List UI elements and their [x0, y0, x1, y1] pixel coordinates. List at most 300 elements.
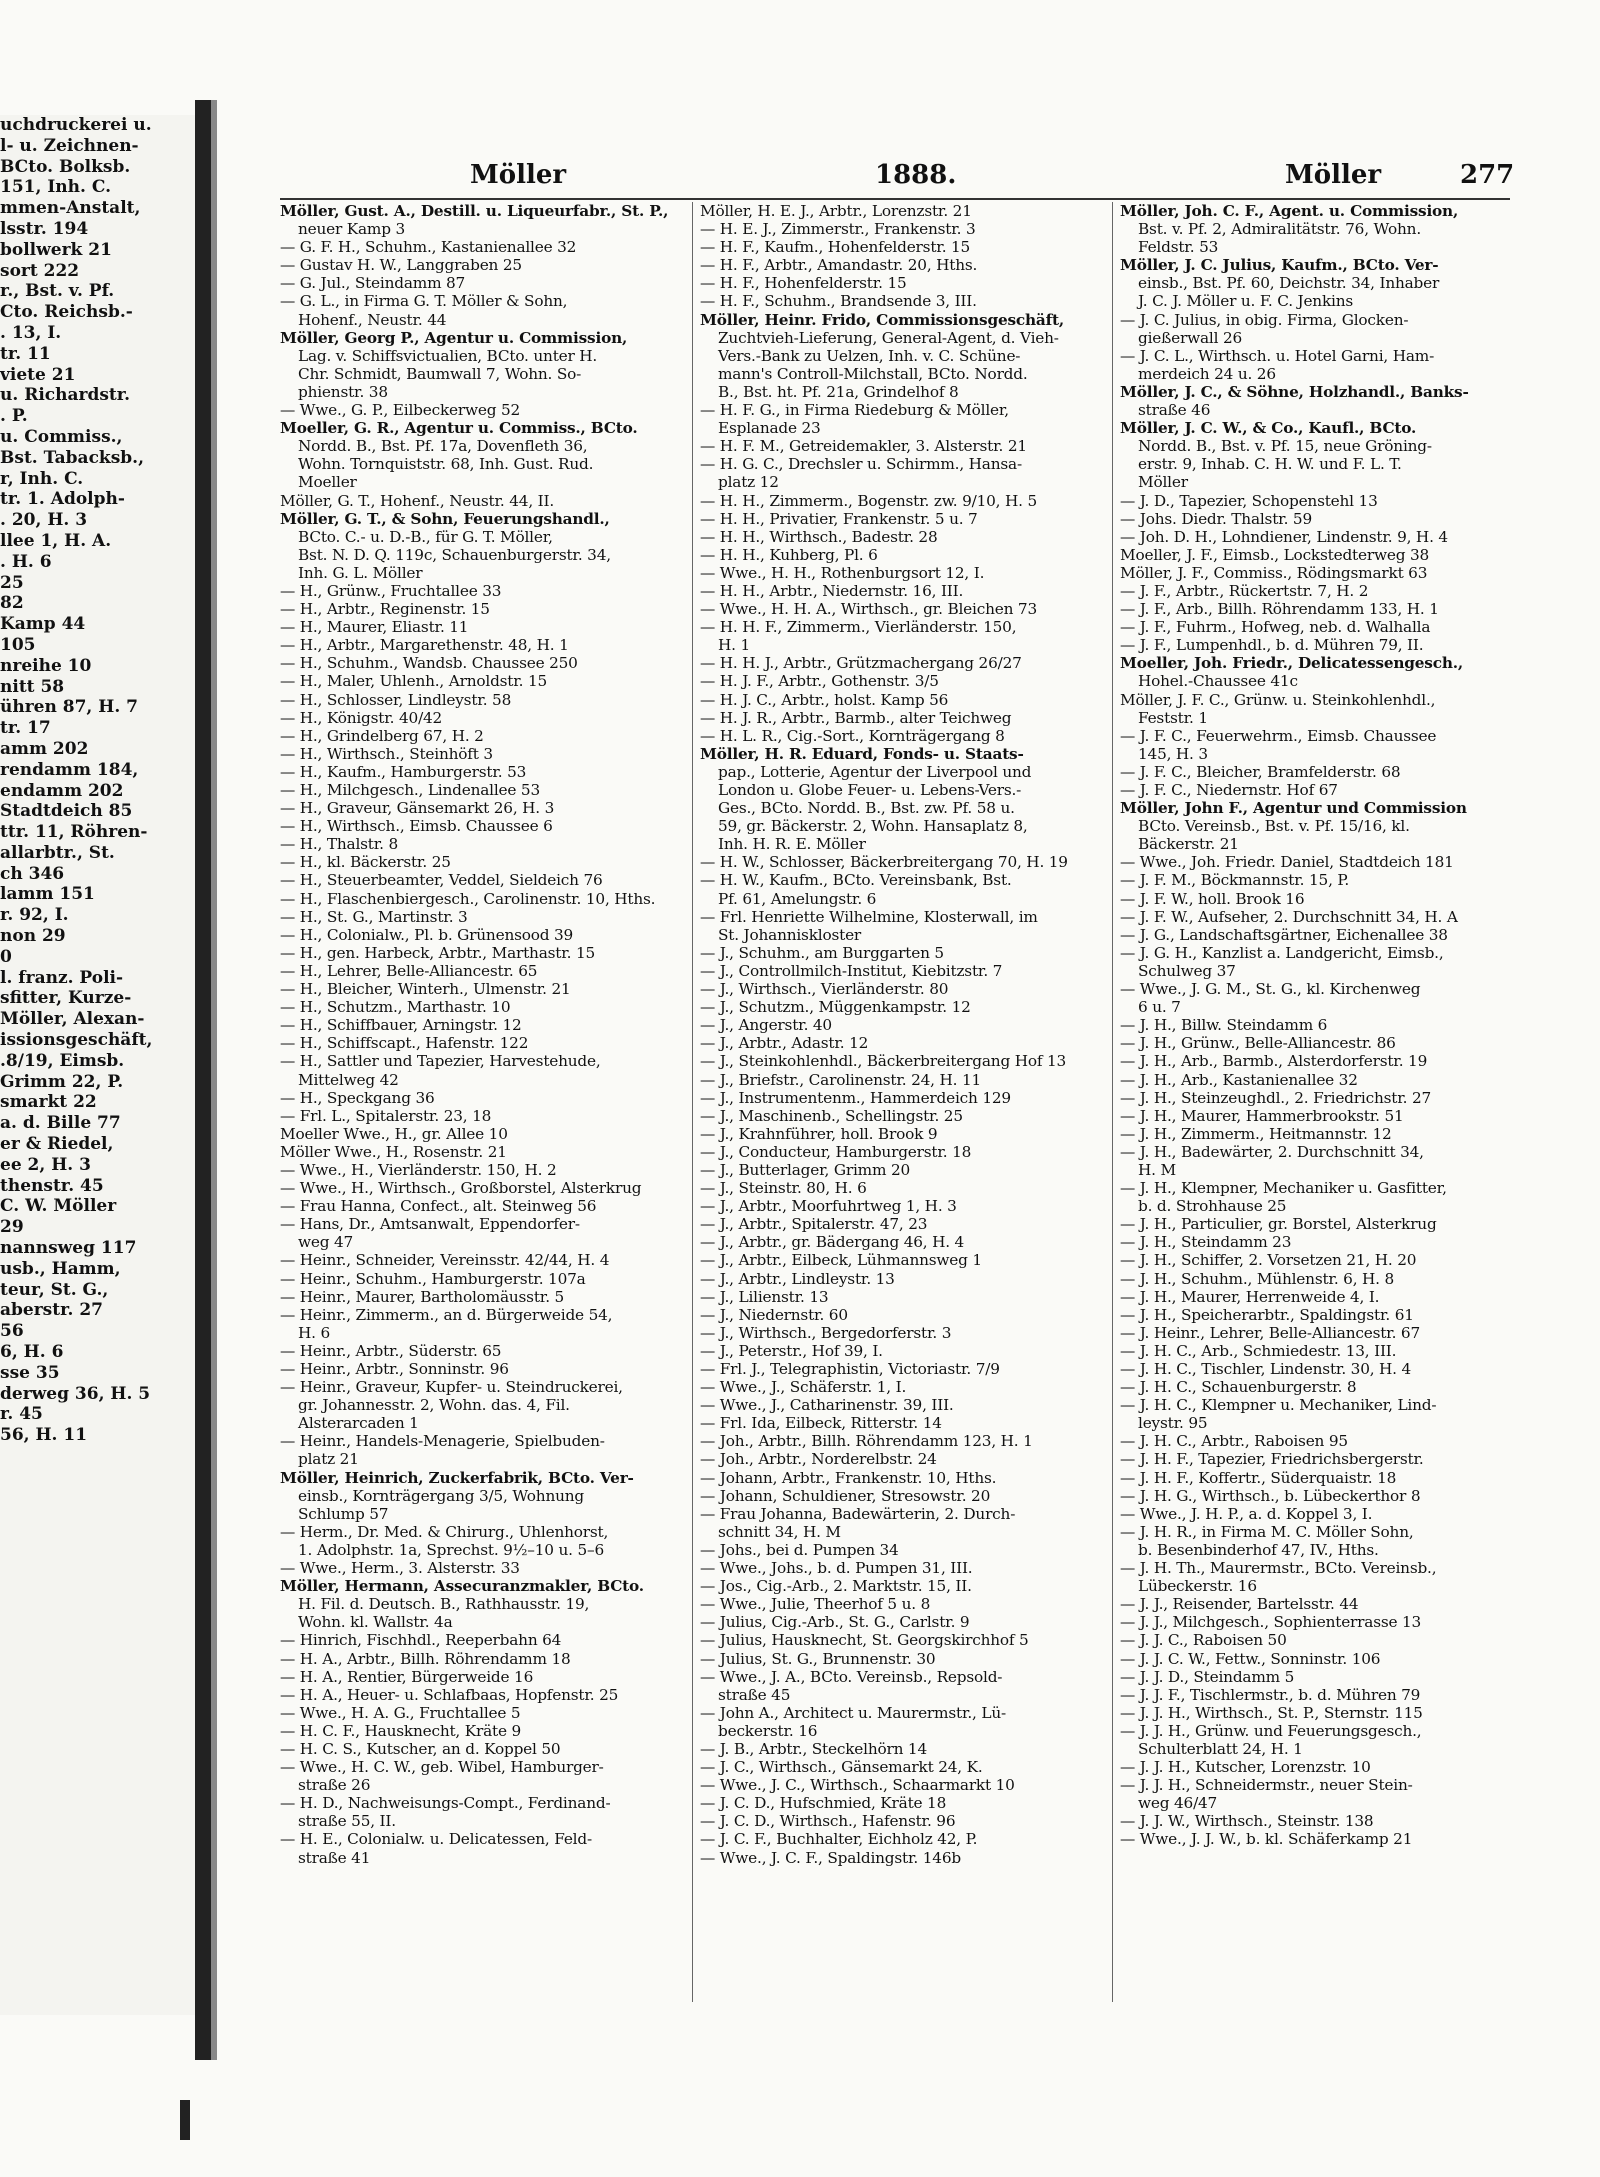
prev-page-line: ühren 87, H. 7: [0, 697, 138, 718]
directory-entry-line: — H., Schiffbauer, Arningstr. 12: [280, 1016, 522, 1035]
column-divider-2: [1112, 202, 1113, 2002]
directory-entry-line: — J., Peterstr., Hof 39, I.: [700, 1341, 883, 1360]
directory-entry-line: — Heinr., Arbtr., Süderstr. 65: [280, 1341, 502, 1360]
directory-entry-line: phienstr. 38: [298, 382, 388, 401]
prev-page-line: u. Richardstr.: [0, 385, 131, 406]
directory-entry-line: weg 46/47: [1138, 1794, 1218, 1813]
directory-entry-line: — H., Sattler und Tapezier, Harvestehude,: [280, 1052, 601, 1071]
prev-page-line: thenstr. 45: [0, 1175, 104, 1196]
directory-entry-line: 6 u. 7: [1138, 998, 1181, 1017]
directory-entry-line: — H. F. M., Getreidemakler, 3. Alsterstr. 21: [700, 437, 1027, 456]
directory-entry-line: — J., Maschinenb., Schellingstr. 25: [700, 1106, 963, 1125]
directory-entry-line: — H. W., Schlosser, Bäckerbreitergang 70, H. 19: [700, 853, 1068, 872]
directory-entry-line: einsb., Kornträgergang 3/5, Wohnung: [298, 1486, 585, 1505]
directory-page: [280, 150, 1560, 2010]
directory-entry-line: — Johann, Arbtr., Frankenstr. 10, Hths.: [700, 1468, 997, 1487]
directory-entry-line: — J. H. C., Klempner u. Mechaniker, Lind-: [1120, 1396, 1437, 1415]
directory-entry-line: — J. H., Schiffer, 2. Vorsetzen 21, H. 20: [1120, 1251, 1417, 1270]
directory-entry-line: — H., Kaufm., Hamburgerstr. 53: [280, 762, 527, 781]
directory-entry-line: — Heinr., Handels-Menagerie, Spielbuden-: [280, 1432, 605, 1451]
directory-entry-line: Hohenf., Neustr. 44: [298, 310, 447, 329]
directory-entry-line: b. Besenbinderhof 47, IV., Hths.: [1138, 1540, 1379, 1559]
directory-entry-line: — J. H., Arb., Kastanienallee 32: [1120, 1070, 1358, 1089]
directory-entry-line: — H. F., Hohenfelderstr. 15: [700, 274, 907, 293]
directory-entry-line: — J., Krahnführer, holl. Brook 9: [700, 1124, 938, 1143]
directory-entry-line: Vers.-Bank zu Uelzen, Inh. v. C. Schüne-: [718, 346, 1021, 365]
directory-entry-line: neuer Kamp 3: [298, 220, 406, 239]
directory-entry-line: Nordd. B., Bst. Pf. 17a, Dovenfleth 36,: [298, 437, 588, 456]
directory-entry-line: Möller, H. R. Eduard, Fonds- u. Staats-: [700, 744, 1024, 763]
directory-entry-line: — Wwe., J. C., Wirthsch., Schaarmarkt 10: [700, 1776, 1015, 1795]
prev-page-line: Möller, Alexan-: [0, 1009, 145, 1030]
prev-page-line: Cto. Reichsb.-: [0, 302, 133, 323]
directory-entry-line: Moeller: [298, 473, 357, 492]
directory-entry-line: — J. H. C., Arbtr., Raboisen 95: [1120, 1432, 1348, 1451]
directory-entry-line: — J., Schuhm., am Burggarten 5: [700, 943, 944, 962]
prev-page-line: r., Bst. v. Pf.: [0, 281, 115, 302]
prev-page-line: Stadtdeich 85: [0, 801, 133, 822]
directory-entry-line: — Wwe., H., Wirthsch., Großborstel, Alsterkrug: [280, 1179, 642, 1198]
prev-page-line: mmen-Anstalt,: [0, 198, 141, 219]
directory-entry-line: — Wwe., J. G. M., St. G., kl. Kirchenweg: [1120, 980, 1421, 999]
directory-entry-line: Lag. v. Schiffsvictualien, BCto. unter H.: [298, 346, 598, 365]
directory-entry-line: — J. J. F., Tischlermstr., b. d. Mühren 79: [1120, 1685, 1421, 1704]
directory-entry-line: — Frl. L., Spitalerstr. 23, 18: [280, 1106, 492, 1125]
prev-page-line: 25: [0, 572, 24, 593]
directory-entry-line: — J. H., Maurer, Hammerbrookstr. 51: [1120, 1106, 1404, 1125]
prev-page-line: BCto. Bolksb.: [0, 156, 131, 177]
directory-entry-line: — J. H. F., Tapezier, Friedrichsbergerstr.: [1120, 1450, 1424, 1469]
prev-page-line: 56, H. 11: [0, 1425, 88, 1446]
directory-entry-line: — J., Steinstr. 80, H. 6: [700, 1179, 867, 1198]
directory-entry-line: — H., St. G., Martinstr. 3: [280, 907, 468, 926]
directory-entry-line: Bäckerstr. 21: [1138, 835, 1239, 854]
prev-page-line: Kamp 44: [0, 614, 86, 635]
directory-entry-line: — H., Flaschenbiergesch., Carolinenstr. 10, Hths.: [280, 889, 656, 908]
directory-entry-line: — H., Maler, Uhlenh., Arnoldstr. 15: [280, 672, 548, 691]
directory-entry-line: BCto. C.- u. D.-B., für G. T. Möller,: [298, 527, 553, 546]
directory-entry-line: — Frau Johanna, Badewärterin, 2. Durch-: [700, 1504, 1016, 1523]
prev-page-line: 6, H. 6: [0, 1342, 64, 1363]
directory-entry-line: — J. H. G., Wirthsch., b. Lübeckerthor 8: [1120, 1486, 1421, 1505]
directory-entry-line: — H. A., Heuer- u. Schlafbaas, Hopfenstr. 25: [280, 1685, 619, 1704]
prev-page-line: teur, St. G.,: [0, 1279, 109, 1300]
directory-entry-line: — H., Lehrer, Belle-Alliancestr. 65: [280, 961, 538, 980]
prev-page-line: sfitter, Kurze-: [0, 988, 132, 1009]
directory-entry-line: straße 26: [298, 1776, 371, 1795]
directory-entry-line: — H. A., Rentier, Bürgerweide 16: [280, 1667, 534, 1686]
directory-entry-line: Bst. v. Pf. 2, Admiralitätstr. 76, Wohn.: [1138, 220, 1421, 239]
prev-page-line: .8/19, Eimsb.: [0, 1050, 125, 1071]
directory-entry-line: — Wwe., H., Vierländerstr. 150, H. 2: [280, 1160, 557, 1179]
directory-entry-line: — J. J. C. W., Fettw., Sonninstr. 106: [1120, 1649, 1381, 1668]
directory-entry-line: — H., Wirthsch., Eimsb. Chaussee 6: [280, 817, 553, 836]
directory-entry-line: — J., Arbtr., Adastr. 12: [700, 1034, 869, 1053]
prev-page-line: uchdruckerei u.: [0, 115, 152, 135]
directory-entry-line: — H. H., Kuhberg, Pl. 6: [700, 545, 878, 564]
directory-entry-line: — J., Butterlager, Grimm 20: [700, 1160, 911, 1179]
directory-entry-line: — G. L., in Firma G. T. Möller & Sohn,: [280, 292, 568, 311]
directory-entry-line: Möller, J. C. W., & Co., Kaufl., BCto.: [1120, 419, 1417, 438]
prev-page-line: l- u. Zeichnen-: [0, 135, 139, 156]
directory-entry-line: — J., Arbtr., Lindleystr. 13: [700, 1269, 895, 1288]
directory-entry-line: — J., Lilienstr. 13: [700, 1287, 829, 1306]
directory-entry-line: Ges., BCto. Nordd. B., Bst. zw. Pf. 58 u.: [718, 799, 1015, 818]
directory-entry-line: straße 55, II.: [298, 1812, 396, 1831]
directory-entry-line: — Joh., Arbtr., Billh. Röhrendamm 123, H. 1: [700, 1432, 1033, 1451]
directory-entry-line: b. d. Strohhause 25: [1138, 1197, 1287, 1216]
directory-entry-line: Alsterarcaden 1: [298, 1414, 419, 1433]
directory-entry-line: — J. J., Reisender, Bartelsstr. 44: [1120, 1595, 1359, 1614]
directory-entry-line: — John A., Architect u. Maurermstr., Lü-: [700, 1703, 1006, 1722]
directory-entry-line: — H. D., Nachweisungs-Compt., Ferdinand-: [280, 1794, 611, 1813]
directory-entry-line: Möller: [1138, 473, 1188, 492]
header-right-surname: Möller: [1285, 160, 1382, 190]
directory-entry-line: — J., Instrumentenm., Hammerdeich 129: [700, 1088, 1011, 1107]
directory-entry-line: — Johann, Schuldiener, Stresowstr. 20: [700, 1486, 991, 1505]
directory-entry-line: — J. J. D., Steindamm 5: [1120, 1667, 1295, 1686]
directory-entry-line: — J. B., Arbtr., Steckelhörn 14: [700, 1739, 927, 1758]
directory-entry-line: — Frl. Henriette Wilhelmine, Klosterwall, im: [700, 907, 1038, 926]
directory-entry-line: — J., Schutzm., Müggenkampstr. 12: [700, 998, 971, 1017]
prev-page-line: sort 222: [0, 260, 80, 281]
prev-page-line: non 29: [0, 926, 66, 947]
page-number: 277: [1460, 160, 1515, 190]
prev-page-line: ch 346: [0, 863, 65, 884]
directory-entry-line: einsb., Bst. Pf. 60, Deichstr. 34, Inhaber: [1138, 274, 1440, 293]
directory-entry-line: Moeller, J. F., Eimsb., Lockstedterweg 38: [1120, 545, 1430, 564]
directory-entry-line: — H. E. J., Zimmerstr., Frankenstr. 3: [700, 220, 976, 239]
directory-entry-line: — J. F., Arb., Billh. Röhrendamm 133, H. 1: [1120, 600, 1439, 619]
directory-entry-line: — H. C. F., Hausknecht, Kräte 9: [280, 1721, 522, 1740]
directory-entry-line: B., Bst. ht. Pf. 21a, Grindelhof 8: [718, 382, 959, 401]
directory-entry-line: Möller, Hermann, Assecuranzmakler, BCto.: [280, 1577, 644, 1596]
directory-entry-line: Zuchtvieh-Lieferung, General-Agent, d. Vieh-: [718, 328, 1059, 347]
prev-page-line: lamm 151: [0, 884, 95, 905]
directory-entry-line: — J., Controllmilch-Institut, Kiebitzstr. 7: [700, 961, 1003, 980]
directory-entry-line: — H., Grindelberg 67, H. 2: [280, 726, 484, 745]
binding-mark: [180, 2100, 190, 2140]
directory-entry-line: Esplanade 23: [718, 419, 821, 438]
prev-page-line: . H. 6: [0, 551, 52, 572]
directory-entry-line: — H. H., Zimmerm., Bogenstr. zw. 9/10, H. 5: [700, 491, 1037, 510]
prev-page-line: ttr. 11, Röhren-: [0, 822, 148, 843]
directory-entry-line: — J., Wirthsch., Vierländerstr. 80: [700, 980, 949, 999]
column-divider-1: [692, 202, 693, 2002]
prev-page-line: . 13, I.: [0, 322, 62, 343]
prev-page-line: tr. 17: [0, 718, 51, 739]
directory-entry-line: — J. G. H., Kanzlist a. Landgericht, Eimsb.,: [1120, 943, 1444, 962]
prev-page-line: 56: [0, 1321, 24, 1342]
directory-entry-line: — Wwe., H. C. W., geb. Wibel, Hamburger-: [280, 1758, 604, 1777]
directory-entry-line: — H., Speckgang 36: [280, 1088, 435, 1107]
directory-entry-line: — Wwe., Joh. Friedr. Daniel, Stadtdeich 181: [1120, 853, 1454, 872]
prev-page-line: rendamm 184,: [0, 759, 139, 780]
directory-entry-line: Möller, G. T., & Sohn, Feuerungshandl.,: [280, 509, 610, 528]
directory-entry-line: — H. H. F., Zimmerm., Vierländerstr. 150,: [700, 618, 1017, 637]
directory-entry-line: — J. H., Zimmerm., Heitmannstr. 12: [1120, 1124, 1392, 1143]
prev-page-line: nannsweg 117: [0, 1238, 137, 1259]
directory-entry-line: platz 21: [298, 1450, 359, 1469]
directory-entry-line: Chr. Schmidt, Baumwall 7, Wohn. So-: [298, 364, 582, 383]
directory-entry-line: — H. F., Schuhm., Brandsende 3, III.: [700, 292, 977, 311]
prev-page-line: 151, Inh. C.: [0, 177, 111, 198]
directory-entry-line: — J. F. C., Bleicher, Bramfelderstr. 68: [1120, 762, 1401, 781]
directory-entry-line: 145, H. 3: [1138, 744, 1208, 763]
directory-entry-line: mann's Controll-Milchstall, BCto. Nordd.: [718, 364, 1028, 383]
directory-entry-line: — Wwe., G. P., Eilbeckerweg 52: [280, 401, 521, 420]
directory-entry-line: Möller, G. T., Hohenf., Neustr. 44, II.: [280, 491, 554, 510]
directory-entry-line: — H., Schiffscapt., Hafenstr. 122: [280, 1034, 529, 1053]
directory-entry-line: — J. H., Badewärter, 2. Durchschnitt 34,: [1120, 1142, 1424, 1161]
directory-entry-line: — H. J. C., Arbtr., holst. Kamp 56: [700, 690, 949, 709]
directory-entry-line: — Wwe., Herm., 3. Alsterstr. 33: [280, 1559, 520, 1578]
directory-entry-line: — H., Grünw., Fruchtallee 33: [280, 581, 502, 600]
directory-entry-line: — J., Conducteur, Hamburgerstr. 18: [700, 1142, 972, 1161]
directory-entry-line: — H., Milchgesch., Lindenallee 53: [280, 781, 540, 799]
prev-page-line: u. Commiss.,: [0, 426, 123, 447]
directory-entry-line: — J. F., Arbtr., Rückertstr. 7, H. 2: [1120, 581, 1369, 600]
directory-entry-line: schnitt 34, H. M: [718, 1522, 841, 1541]
directory-entry-line: — J. G., Landschaftsgärtner, Eichenallee 38: [1120, 925, 1448, 944]
directory-entry-line: — Hans, Dr., Amtsanwalt, Eppendorfer-: [280, 1215, 580, 1234]
directory-entry-line: — Heinr., Maurer, Bartholomäusstr. 5: [280, 1287, 565, 1306]
directory-entry-line: 1. Adolphstr. 1a, Sprechst. 9½–10 u. 5–6: [298, 1540, 604, 1559]
directory-entry-line: Möller, J. F. C., Grünw. u. Steinkohlenhdl.,: [1120, 690, 1436, 709]
directory-entry-line: — J. J., Milchgesch., Sophienterrasse 13: [1120, 1613, 1422, 1632]
directory-entry-line: — Heinr., Schneider, Vereinsstr. 42/44, H. 4: [280, 1251, 610, 1270]
running-header: [280, 150, 1515, 196]
prev-page-line: amm 202: [0, 738, 89, 759]
prev-page-line: bollwerk 21: [0, 239, 112, 260]
directory-entry-line: Feststr. 1: [1138, 708, 1208, 727]
directory-entry-line: — H. F., Arbtr., Amandastr. 20, Hths.: [700, 256, 978, 275]
directory-entry-line: — J. J. H., Schneidermstr., neuer Stein-: [1120, 1776, 1413, 1795]
directory-entry-line: — Wwe., J. J. W., b. kl. Schäferkamp 21: [1120, 1830, 1413, 1849]
directory-entry-line: — J. H. Th., Maurermstr., BCto. Vereinsb.,: [1120, 1559, 1437, 1578]
directory-entry-line: — Julius, Cig.-Arb., St. G., Carlstr. 9: [700, 1613, 970, 1632]
prev-page-line: er & Riedel,: [0, 1134, 114, 1155]
directory-entry-line: — J. H. F., Koffertr., Süderquaistr. 18: [1120, 1468, 1397, 1487]
prev-page-line: l. franz. Poli-: [0, 967, 124, 988]
directory-entry-line: — J., Arbtr., gr. Bädergang 46, H. 4: [700, 1233, 965, 1252]
directory-entry-line: — J., Steinkohlenhdl., Bäckerbreitergang Hof 13: [700, 1052, 1067, 1071]
prev-page-line: . 20, H. 3: [0, 510, 88, 531]
directory-entry-line: — J. J. H., Wirthsch., St. P., Sternstr. 115: [1120, 1703, 1423, 1722]
directory-entry-line: Möller, Heinrich, Zuckerfabrik, BCto. Ver-: [280, 1468, 634, 1487]
directory-entry-line: — Jos., Cig.-Arb., 2. Marktstr. 15, II.: [700, 1577, 972, 1596]
directory-entry-line: — Gustav H. W., Langgraben 25: [280, 256, 522, 275]
header-rule: [280, 198, 1510, 200]
directory-entry-line: merdeich 24 u. 26: [1138, 364, 1276, 383]
directory-entry-line: platz 12: [718, 473, 779, 492]
directory-entry-line: J. C. J. Möller u. F. C. Jenkins: [1138, 292, 1354, 311]
directory-entry-line: — H., Schuhm., Wandsb. Chaussee 250: [280, 654, 578, 673]
directory-entry-line: — G. F. H., Schuhm., Kastanienallee 32: [280, 238, 577, 257]
directory-entry-line: — J. J. H., Grünw. und Feuerungsgesch.,: [1120, 1721, 1422, 1740]
header-year: 1888.: [875, 160, 957, 190]
directory-entry-line: — J. J. C., Raboisen 50: [1120, 1631, 1287, 1650]
prev-page-line: issionsgeschäft,: [0, 1030, 153, 1051]
column-1: [280, 202, 688, 2002]
directory-entry-line: — Wwe., J., Catharinenstr. 39, III.: [700, 1396, 954, 1415]
prev-page-line: 105: [0, 634, 36, 655]
prev-page-line: Bst. Tabacksb.,: [0, 447, 144, 468]
directory-entry-line: — J. J. H., Kutscher, Lorenzstr. 10: [1120, 1758, 1371, 1777]
directory-entry-line: — J. H., Grünw., Belle-Alliancestr. 86: [1120, 1034, 1396, 1053]
directory-entry-line: — Wwe., Johs., b. d. Pumpen 31, III.: [700, 1559, 973, 1578]
directory-entry-line: — J. H. R., in Firma M. C. Möller Sohn,: [1120, 1522, 1414, 1541]
directory-entry-line: — Wwe., J. A., BCto. Vereinsb., Repsold-: [700, 1667, 1003, 1686]
prev-page-line: a. d. Bille 77: [0, 1113, 121, 1134]
directory-entry-line: Feldstr. 53: [1138, 238, 1219, 257]
directory-entry-line: — J. H. C., Schauenburgerstr. 8: [1120, 1378, 1357, 1397]
directory-entry-line: — J. H., Maurer, Herrenweide 4, I.: [1120, 1287, 1380, 1306]
directory-entry-line: Moeller, G. R., Agentur u. Commiss., BCto.: [280, 419, 638, 438]
directory-entry-line: — Frau Hanna, Confect., alt. Steinweg 56: [280, 1197, 597, 1216]
directory-entry-line: — J. C. Julius, in obig. Firma, Glocken-: [1120, 310, 1409, 329]
directory-entry-line: — H. H., Wirthsch., Badestr. 28: [700, 527, 938, 546]
directory-entry-line: — H. C. S., Kutscher, an d. Koppel 50: [280, 1739, 561, 1758]
directory-entry-line: — H. F. G., in Firma Riedeburg & Möller,: [700, 401, 1009, 420]
directory-entry-line: — J. H., Schuhm., Mühlenstr. 6, H. 8: [1120, 1269, 1395, 1288]
directory-entry-line: gießerwall 26: [1138, 328, 1243, 347]
directory-entry-line: — H., Wirthsch., Steinhöft 3: [280, 744, 493, 763]
directory-entry-line: Bst. N. D. Q. 119c, Schauenburgerstr. 34,: [298, 545, 611, 564]
directory-entry-line: — Wwe., J. H. P., a. d. Koppel 3, I.: [1120, 1504, 1373, 1523]
directory-entry-line: straße 45: [718, 1685, 791, 1704]
directory-entry-line: — J., Arbtr., Moorfuhrtweg 1, H. 3: [700, 1197, 957, 1216]
directory-entry-line: — Wwe., J. C. F., Spaldingstr. 146b: [700, 1848, 961, 1867]
directory-entry-line: — Heinr., Zimmerm., an d. Bürgerweide 54,: [280, 1305, 613, 1324]
prev-page-line: 82: [0, 593, 24, 614]
directory-entry-line: Möller, J. C. Julius, Kaufm., BCto. Ver-: [1120, 256, 1439, 275]
directory-entry-line: straße 41: [298, 1848, 371, 1867]
directory-entry-line: — H., Arbtr., Margarethenstr. 48, H. 1: [280, 636, 569, 655]
directory-entry-line: — Joh., Arbtr., Norderelbstr. 24: [700, 1450, 937, 1469]
directory-entry-line: — J. H., Billw. Steindamm 6: [1120, 1016, 1328, 1035]
directory-entry-line: Möller, Georg P., Agentur u. Commission,: [280, 328, 628, 347]
directory-entry-line: London u. Globe Feuer- u. Lebens-Vers.-: [718, 781, 1022, 799]
directory-entry-line: Wohn. Tornquiststr. 68, Inh. Gust. Rud.: [298, 455, 594, 474]
directory-entry-line: beckerstr. 16: [718, 1721, 818, 1740]
directory-entry-line: — Heinr., Arbtr., Sonninstr. 96: [280, 1360, 509, 1378]
directory-entry-line: Lübeckerstr. 16: [1138, 1577, 1257, 1596]
directory-entry-line: erstr. 9, Inhab. C. H. W. und F. L. T.: [1138, 455, 1402, 474]
prev-page-line: lsstr. 194: [0, 218, 89, 239]
directory-entry-line: — H., kl. Bäckerstr. 25: [280, 853, 451, 872]
directory-entry-line: — H., Schlosser, Lindleystr. 58: [280, 690, 512, 709]
directory-entry-line: Inh. G. L. Möller: [298, 563, 423, 582]
directory-entry-line: — Johs. Diedr. Thalstr. 59: [1120, 509, 1312, 528]
directory-entry-line: — J., Angerstr. 40: [700, 1016, 832, 1035]
directory-entry-line: — Heinr., Graveur, Kupfer- u. Steindruckerei,: [280, 1378, 623, 1397]
directory-entry-line: — H. J. F., Arbtr., Gothenstr. 3/5: [700, 672, 939, 691]
directory-entry-line: — J. J. W., Wirthsch., Steinstr. 138: [1120, 1812, 1374, 1831]
prev-page-line: aberstr. 27: [0, 1300, 103, 1321]
prev-page-line: derweg 36, H. 5: [0, 1383, 151, 1404]
directory-entry-line: — H., Thalstr. 8: [280, 835, 399, 854]
directory-entry-line: — H. H., Arbtr., Niedernstr. 16, III.: [700, 581, 964, 600]
directory-entry-line: — H. G. C., Drechsler u. Schirmm., Hansa-: [700, 455, 1022, 474]
directory-entry-line: — J. H., Particulier, gr. Borstel, Alsterkrug: [1120, 1215, 1437, 1234]
directory-entry-line: — H. J. R., Arbtr., Barmb., alter Teichweg: [700, 708, 1012, 727]
directory-entry-line: Mittelweg 42: [298, 1070, 399, 1089]
directory-entry-line: straße 46: [1138, 401, 1211, 420]
directory-entry-line: — H. H., Privatier, Frankenstr. 5 u. 7: [700, 509, 978, 528]
directory-entry-line: — Julius, Hausknecht, St. Georgskirchhof 5: [700, 1631, 1029, 1650]
directory-entry-line: — J., Wirthsch., Bergedorferstr. 3: [700, 1323, 952, 1342]
directory-entry-line: — H., Maurer, Eliastr. 11: [280, 618, 469, 637]
prev-page-line: allarbtr., St.: [0, 842, 115, 863]
directory-entry-line: Moeller, Joh. Friedr., Delicatessengesch.,: [1120, 654, 1464, 673]
column-2: [700, 202, 1108, 2002]
directory-entry-line: Inh. H. R. E. Möller: [718, 835, 866, 854]
prev-page-line: endamm 202: [0, 780, 124, 801]
directory-entry-line: — Wwe., H. H. A., Wirthsch., gr. Bleichen 73: [700, 600, 1037, 619]
directory-entry-line: Schulterblatt 24, H. 1: [1138, 1739, 1303, 1758]
directory-entry-line: Wohn. kl. Wallstr. 4a: [298, 1613, 453, 1632]
column-3: [1120, 202, 1528, 2002]
directory-entry-line: — H. H. J., Arbtr., Grützmachergang 26/27: [700, 654, 1022, 673]
prev-page-line: ee 2, H. 3: [0, 1154, 91, 1175]
directory-entry-line: Moeller Wwe., H., gr. Allee 10: [280, 1124, 508, 1143]
directory-entry-line: — H. E., Colonialw. u. Delicatessen, Feld-: [280, 1830, 592, 1849]
directory-entry-line: gr. Johannesstr. 2, Wohn. das. 4, Fil.: [298, 1396, 570, 1415]
prev-page-line: C. W. Möller: [0, 1196, 117, 1217]
prev-page-line: r, Inh. C.: [0, 468, 84, 489]
directory-entry-line: — J. F. M., Böckmannstr. 15, P.: [1120, 871, 1350, 890]
directory-entry-line: H. 1: [718, 636, 750, 655]
directory-entry-line: Nordd. B., Bst. v. Pf. 15, neue Gröning-: [1138, 437, 1432, 456]
directory-entry-line: — H. W., Kaufm., BCto. Vereinsbank, Bst.: [700, 871, 1012, 890]
directory-entry-line: — J. H. C., Tischler, Lindenstr. 30, H. 4: [1120, 1360, 1412, 1378]
directory-entry-line: — J. F. C., Niedernstr. Hof 67: [1120, 781, 1338, 799]
directory-entry-line: — Wwe., H. A. G., Fruchtallee 5: [280, 1703, 521, 1722]
directory-entry-line: Hohel.-Chaussee 41c: [1138, 672, 1298, 691]
prev-page-line: r. 45: [0, 1404, 43, 1425]
directory-entry-line: — H. L. R., Cig.-Sort., Kornträgergang 8: [700, 726, 1005, 745]
directory-entry-line: Möller, Heinr. Frido, Commissionsgeschäft,: [700, 310, 1065, 329]
directory-entry-line: — Joh. D. H., Lohndiener, Lindenstr. 9, H. 4: [1120, 527, 1448, 546]
directory-entry-line: — J., Arbtr., Eilbeck, Lühmannsweg 1: [700, 1251, 982, 1270]
directory-entry-line: Schlump 57: [298, 1504, 389, 1523]
directory-entry-line: — H., Königstr. 40/42: [280, 708, 443, 727]
directory-entry-line: weg 47: [298, 1233, 354, 1252]
directory-entry-line: — G. Jul., Steindamm 87: [280, 274, 466, 293]
directory-entry-line: — Hinrich, Fischhdl., Reeperbahn 64: [280, 1631, 562, 1650]
directory-entry-line: — Wwe., Julie, Theerhof 5 u. 8: [700, 1595, 931, 1614]
directory-entry-line: H. 6: [298, 1323, 330, 1342]
directory-entry-line: Möller, Gust. A., Destill. u. Liqueurfabr., St. P.,: [280, 202, 669, 220]
directory-entry-line: Möller, J. F., Commiss., Rödingsmarkt 63: [1120, 563, 1428, 582]
directory-entry-line: — H., Graveur, Gänsemarkt 26, H. 3: [280, 799, 555, 818]
header-left-surname: Möller: [470, 160, 567, 190]
directory-entry-line: Möller, John F., Agentur und Commission: [1120, 799, 1467, 818]
book-gutter: [195, 100, 211, 2060]
directory-entry-line: — H., Schutzm., Marthastr. 10: [280, 998, 511, 1017]
directory-entry-line: — Julius, St. G., Brunnenstr. 30: [700, 1649, 936, 1668]
prev-page-line: nreihe 10: [0, 655, 92, 676]
directory-entry-line: — Heinr., Schuhm., Hamburgerstr. 107a: [280, 1269, 586, 1288]
directory-entry-line: — J. H., Steinzeughdl., 2. Friedrichstr. 27: [1120, 1088, 1432, 1107]
prev-page-line: viete 21: [0, 364, 76, 385]
prev-page-line: tr. 11: [0, 343, 51, 364]
directory-entry-line: — J. H., Klempner, Mechaniker u. Gasfitter,: [1120, 1179, 1447, 1198]
directory-entry-line: BCto. Vereinsb., Bst. v. Pf. 15/16, kl.: [1138, 817, 1410, 836]
directory-entry-line: Möller, H. E. J., Arbtr., Lorenzstr. 21: [700, 202, 972, 220]
directory-entry-line: — H., gen. Harbeck, Arbtr., Marthastr. 15: [280, 943, 596, 962]
